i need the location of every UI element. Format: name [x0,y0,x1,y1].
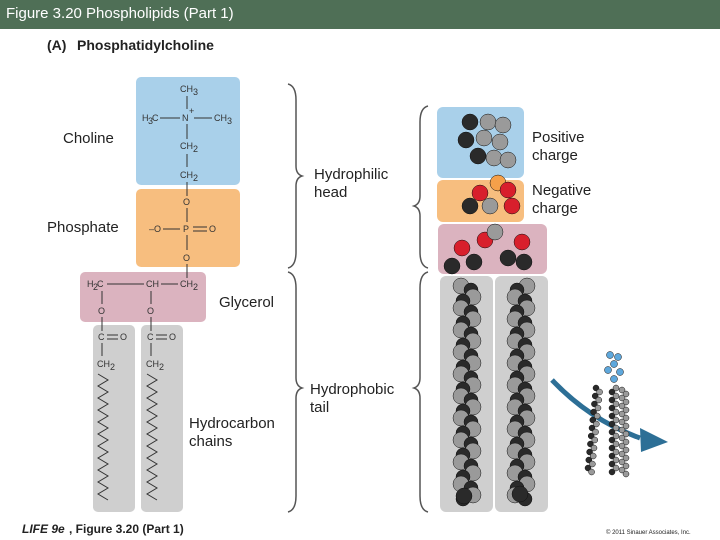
hydrophilic-label-line2: head [314,184,348,201]
svg-text:2: 2 [193,282,199,292]
atom [462,114,478,130]
atom [462,198,478,214]
footer-book: LIFE 9e [22,522,65,536]
atom [500,250,516,266]
glycerol-label: Glycerol [219,294,275,311]
svg-text:O: O [209,224,217,234]
svg-text:O: O [169,332,177,342]
svg-text:C: C [152,113,159,123]
svg-text:2: 2 [193,173,199,183]
svg-text:H: H [142,113,149,123]
hydrocarbon-label-line1: Hydrocarbon [189,415,275,432]
hydrophilic-bracket-right [414,106,428,268]
atom [611,361,618,368]
curved-arrow-head [640,428,668,452]
svg-text:+: + [189,106,195,116]
atom [456,488,472,504]
svg-text:H: H [87,279,94,289]
hydrophobic-label-line1: Hydrophobic [310,381,395,398]
svg-text:2: 2 [193,144,199,154]
hydrocarbon-label-line2: chains [189,433,233,450]
hydrophilic-label-line1: Hydrophilic [314,166,389,183]
atom [472,185,488,201]
atom [458,132,474,148]
svg-text:CH: CH [146,359,159,369]
hydrophobic-label-line2: tail [310,399,330,416]
footer-copyright: © 2011 Sinauer Associates, Inc. [606,530,691,536]
svg-text:C: C [97,279,104,289]
phospholipid-figure [0,29,720,540]
svg-text:CH: CH [180,170,193,180]
atom [514,234,530,250]
svg-text:3: 3 [227,116,233,126]
svg-text:O: O [147,306,155,316]
n-plus-label: N [182,113,189,123]
atom [516,254,532,270]
svg-text:O: O [98,306,106,316]
svg-text:2: 2 [93,282,99,292]
svg-text:O: O [183,253,191,263]
atom [512,486,528,502]
svg-text:CH: CH [180,84,193,94]
negative-charge-line2: charge [532,200,578,217]
atom [444,258,460,274]
phosphate-label: Phosphate [47,219,119,236]
atom [500,182,516,198]
hydrophobic-bracket-right [414,272,428,512]
tail-box-left [93,325,135,512]
svg-text:3: 3 [193,87,199,97]
atom [482,198,498,214]
atom [605,367,612,374]
svg-text:CH: CH [180,279,193,289]
svg-text:2: 2 [159,362,165,372]
small-phospholipid-model [585,352,629,478]
atom [504,198,520,214]
atom [480,114,496,130]
positive-charge-line1: Positive [532,129,585,146]
svg-text:2: 2 [110,362,116,372]
svg-text:CH: CH [214,113,227,123]
svg-text:P: P [183,224,190,234]
svg-text:O: O [183,197,191,207]
panel-title: Phosphatidylcholine [77,37,214,53]
negative-charge-line1: Negative [532,182,592,199]
atom [454,240,470,256]
atom [500,152,516,168]
atom [487,224,503,240]
atom [615,354,622,361]
atom [495,117,511,133]
title-bar [0,0,720,29]
atom [611,376,618,383]
atom [617,369,624,376]
atom [607,352,614,359]
atom [492,134,508,150]
atom [609,469,615,475]
svg-text:CH: CH [180,141,193,151]
svg-text:CH: CH [97,359,110,369]
positive-charge-line2: charge [532,147,578,164]
slide-title: Figure 3.20 Phospholipids (Part 1) [6,5,234,22]
svg-text:CH: CH [146,279,159,289]
svg-text:O: O [120,332,128,342]
atom [486,150,502,166]
atom [623,471,629,477]
choline-label: Choline [63,130,114,147]
svg-text:C: C [147,332,154,342]
tail-box-right [141,325,183,512]
svg-text:3: 3 [148,116,154,126]
panel-letter: (A) [47,37,67,53]
hydrophobic-bracket [288,272,302,512]
hydrophilic-bracket [288,84,302,268]
footer-caption: , Figure 3.20 (Part 1) [69,522,184,536]
atom [476,130,492,146]
svg-text:C: C [98,332,105,342]
atom [466,254,482,270]
svg-text:–O: –O [149,224,162,234]
atom [470,148,486,164]
atom [589,469,595,475]
